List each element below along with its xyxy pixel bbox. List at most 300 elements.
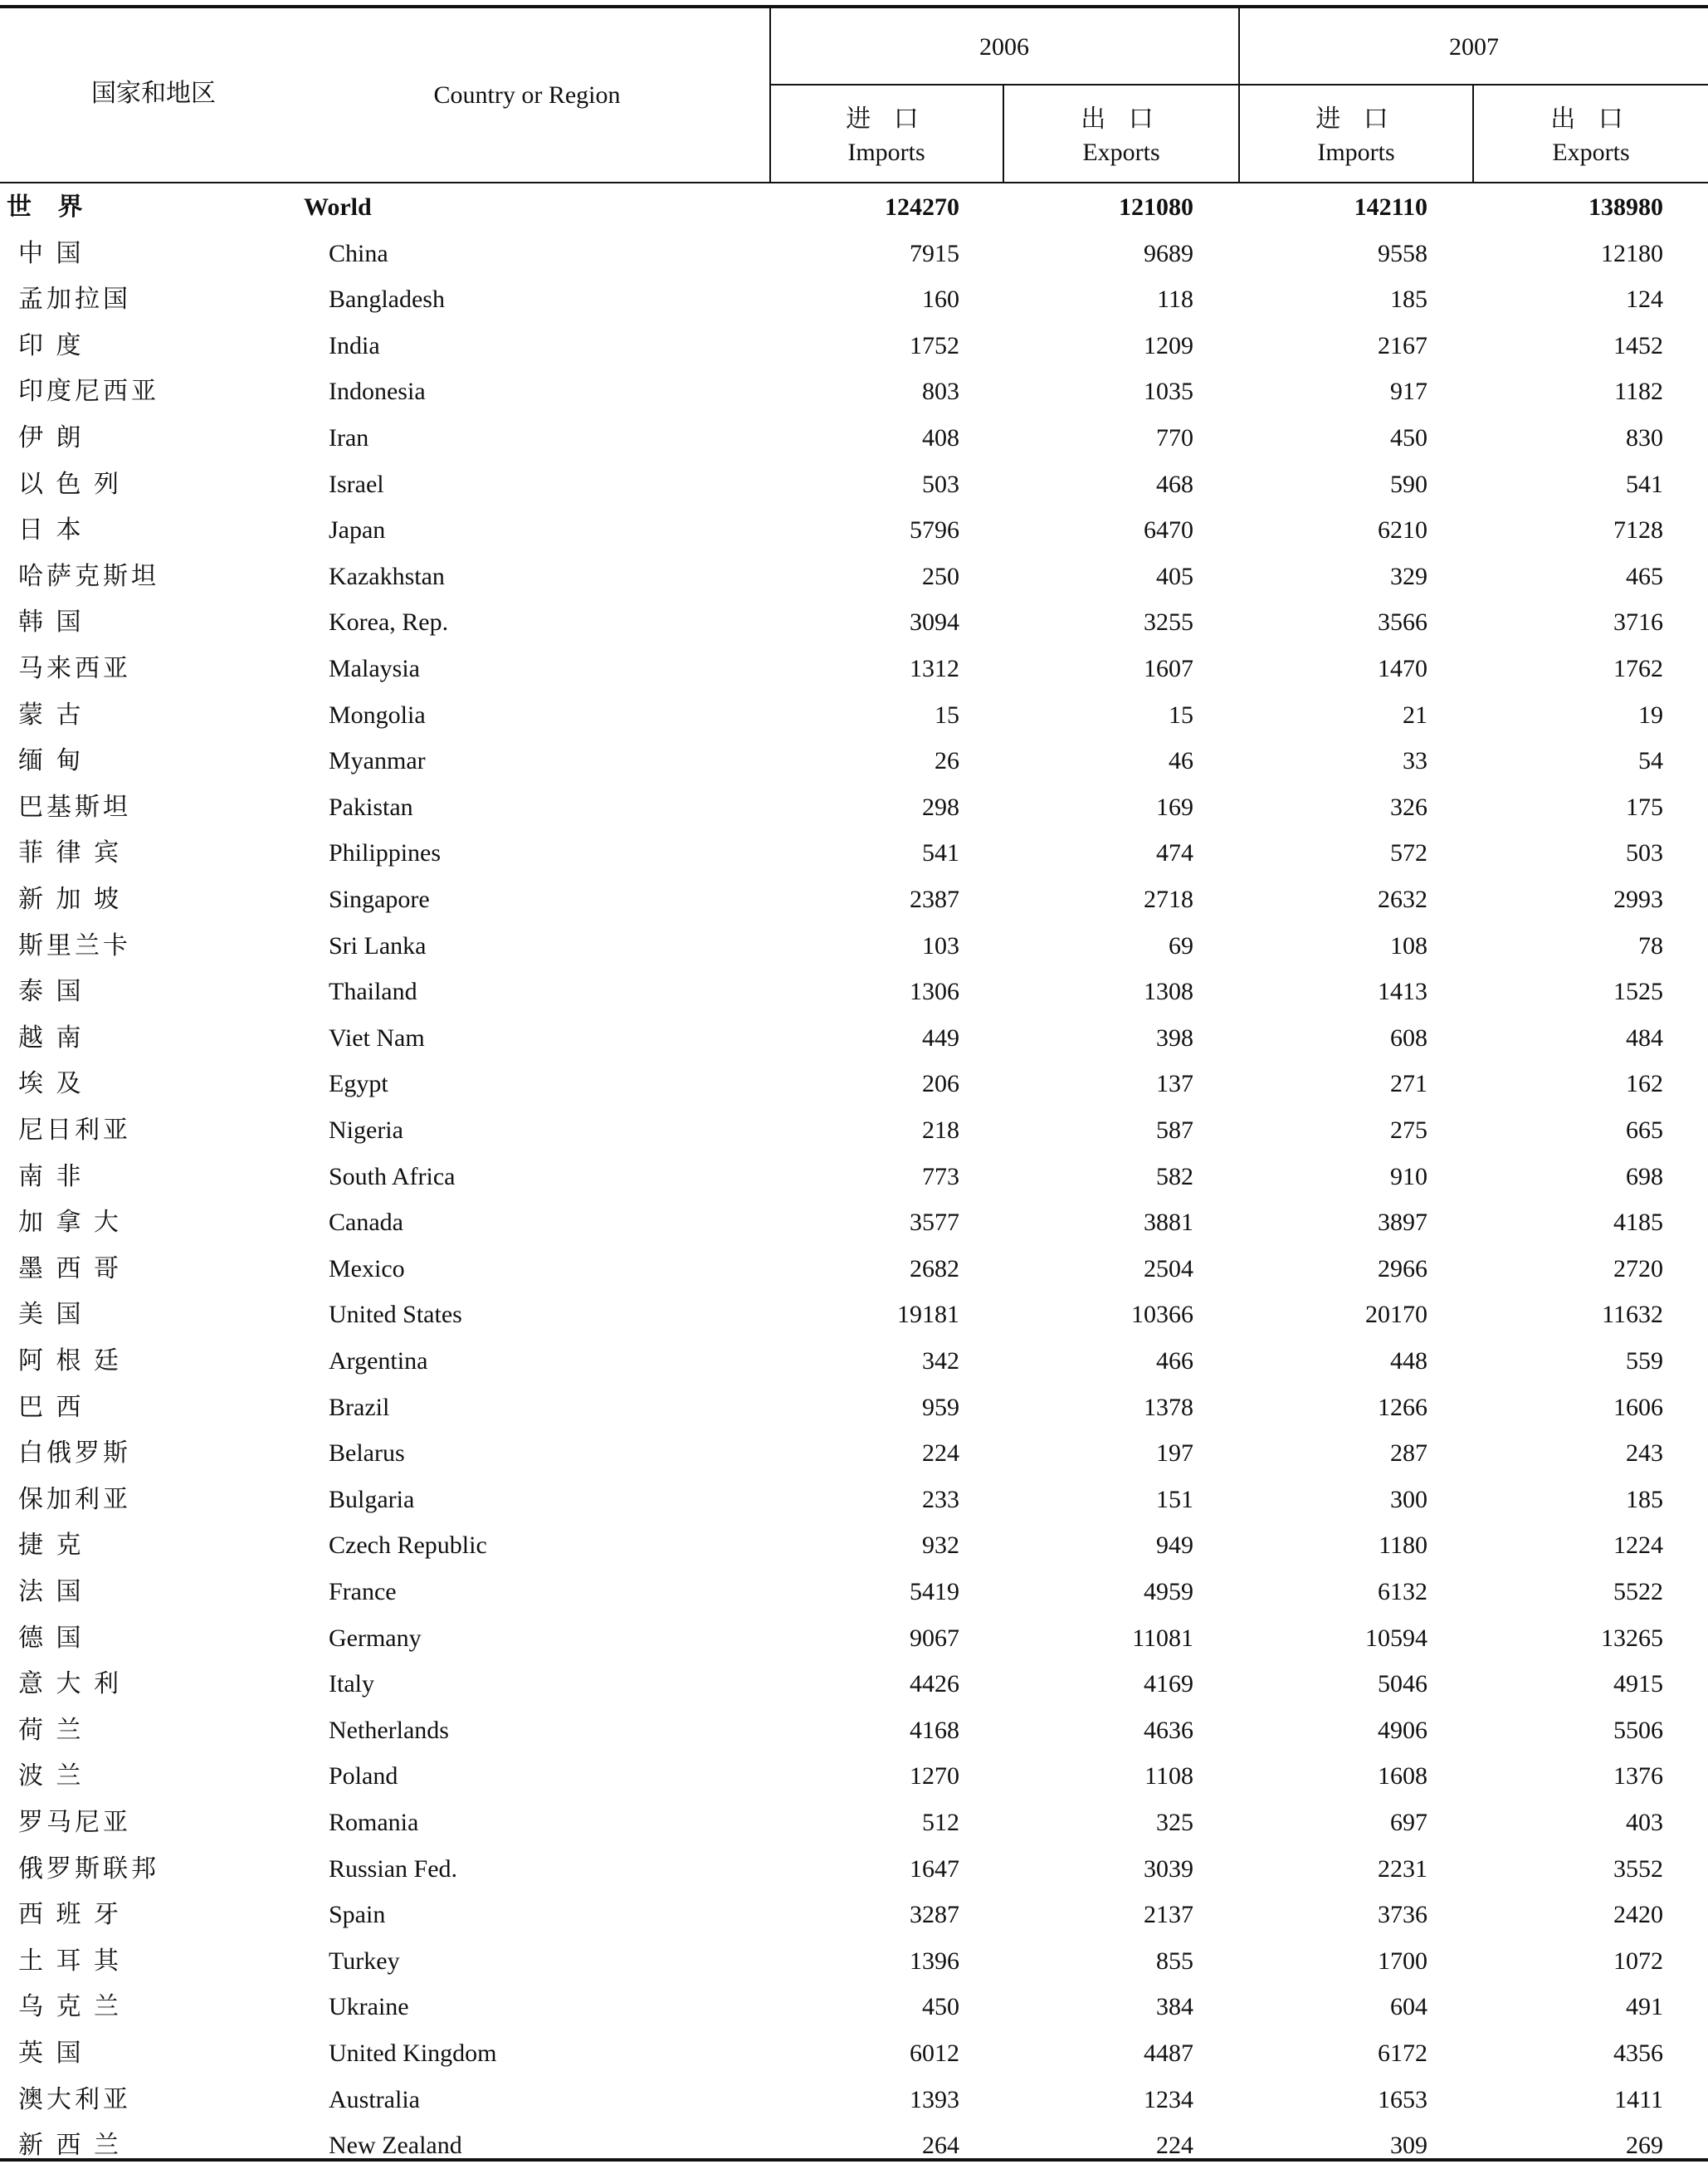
imports-2007-cell: 1266 — [1378, 1393, 1427, 1421]
imports-2007-cell: 4906 — [1378, 1716, 1427, 1744]
imports-2007-cell: 604 — [1390, 1993, 1427, 2021]
table-row — [0, 2077, 1708, 2123]
table-row — [0, 1199, 1708, 1246]
header-country-en: Country or Region — [433, 81, 621, 109]
country-cn-cell: 德 国 — [18, 1624, 85, 1652]
exports-2007-cell: 7128 — [1613, 516, 1663, 545]
imports-2006-cell: 26 — [935, 747, 959, 775]
exports-2006-cell: 9689 — [1144, 239, 1193, 267]
country-en-cell: Belarus — [329, 1439, 405, 1468]
exports-2007-cell: 3552 — [1613, 1854, 1663, 1883]
exports-2007-cell: 5506 — [1613, 1716, 1663, 1744]
exports-2007-cell: 54 — [1638, 747, 1663, 775]
imports-2007-cell: 108 — [1390, 931, 1427, 960]
table-row — [0, 1615, 1708, 1662]
imports-2006-cell: 19181 — [897, 1301, 959, 1329]
country-cn-cell: 俄罗斯联邦 — [18, 1854, 159, 1883]
exports-2006-cell: 121080 — [1119, 193, 1193, 221]
country-en-cell: Brazil — [329, 1393, 390, 1421]
imports-2007-cell: 1180 — [1379, 1531, 1427, 1560]
country-en-cell: Malaysia — [329, 655, 420, 682]
exports-2006-cell: 325 — [1156, 1809, 1193, 1836]
country-en-cell: Mongolia — [329, 701, 426, 729]
table-row — [0, 369, 1708, 415]
country-cn-cell: 墨 西 哥 — [18, 1254, 122, 1282]
country-cn-cell: 世 界 — [7, 193, 93, 221]
country-en-cell: Canada — [329, 1209, 403, 1237]
exports-2007-cell: 4185 — [1613, 1209, 1663, 1237]
country-cn-cell: 越 南 — [18, 1023, 85, 1052]
country-cn-cell: 泰 国 — [18, 978, 85, 1006]
country-cn-cell: 土 耳 其 — [18, 1947, 122, 1975]
table-row — [0, 231, 1708, 277]
country-en-cell: Viet Nam — [329, 1023, 425, 1052]
exports-2007-cell: 1762 — [1613, 655, 1663, 682]
exports-2007-cell: 2420 — [1613, 1901, 1663, 1929]
country-en-cell: Israel — [329, 470, 384, 498]
country-en-cell: Indonesia — [329, 378, 426, 406]
imports-2006-cell: 408 — [922, 424, 959, 452]
table-row — [0, 1892, 1708, 1938]
exports-2006-cell: 2718 — [1144, 886, 1193, 913]
exports-2006-cell: 398 — [1156, 1023, 1193, 1052]
imports-2007-cell: 2167 — [1378, 331, 1427, 359]
exports-2006-cell: 2504 — [1144, 1254, 1193, 1282]
exports-2007-cell: 243 — [1626, 1439, 1663, 1468]
imports-2007-cell: 271 — [1390, 1070, 1427, 1098]
country-cn-cell: 乌 克 兰 — [18, 1993, 122, 2021]
country-cn-cell: 西 班 牙 — [18, 1901, 122, 1929]
exports-2006-cell: 4169 — [1144, 1670, 1193, 1698]
table-row — [0, 1846, 1708, 1893]
country-cn-cell: 巴 西 — [18, 1393, 85, 1421]
imports-2007-cell: 329 — [1390, 562, 1427, 590]
imports-2006-cell: 6012 — [910, 2040, 959, 2067]
exports-cn-label: 出 口 — [1081, 105, 1162, 133]
exports-2006-cell: 474 — [1156, 839, 1193, 867]
exports-2006-cell: 15 — [1169, 701, 1193, 729]
imports-2006-cell: 4168 — [910, 1716, 959, 1744]
country-cn-cell: 阿 根 廷 — [18, 1347, 122, 1375]
imports-2006-cell: 264 — [922, 2132, 959, 2160]
imports-2006-cell: 1393 — [910, 2085, 959, 2113]
imports-2006-cell: 250 — [922, 562, 959, 590]
imports-2006-cell: 3577 — [910, 1209, 959, 1237]
exports-2006-cell: 137 — [1156, 1070, 1193, 1098]
imports-2007-cell: 2231 — [1378, 1854, 1427, 1883]
exports-2007-cell: 78 — [1638, 931, 1663, 960]
imports-2007-cell: 309 — [1390, 2132, 1427, 2160]
country-en-cell: Philippines — [329, 839, 442, 867]
imports-2006-cell: 959 — [922, 1393, 959, 1421]
exports-2007-cell: 1182 — [1614, 378, 1663, 406]
imports-2007-cell: 450 — [1390, 424, 1427, 452]
header-year-2007: 2007 — [1449, 33, 1499, 61]
country-cn-cell: 白俄罗斯 — [18, 1439, 131, 1468]
exports-2006-cell: 4636 — [1144, 1716, 1193, 1744]
country-en-cell: New Zealand — [329, 2132, 462, 2160]
exports-2007-cell: 4356 — [1613, 2040, 1663, 2067]
imports-2006-cell: 103 — [922, 931, 959, 960]
country-cn-cell: 美 国 — [18, 1301, 85, 1329]
table-row — [0, 1800, 1708, 1846]
exports-2007-cell: 5522 — [1613, 1578, 1663, 1605]
country-en-cell: Turkey — [329, 1947, 400, 1975]
imports-2006-cell: 1752 — [910, 331, 959, 359]
imports-2006-cell: 2387 — [910, 886, 959, 913]
country-cn-cell: 蒙 古 — [18, 701, 85, 729]
exports-2007-cell: 2993 — [1613, 886, 1663, 913]
table-row — [0, 646, 1708, 692]
imports-2007-cell: 1653 — [1378, 2085, 1427, 2113]
country-en-cell: Korea, Rep. — [329, 608, 449, 637]
exports-2007-cell: 1072 — [1613, 1947, 1663, 1975]
exports-2007-cell: 3716 — [1613, 608, 1663, 637]
header-imports-2007 — [1240, 103, 1472, 169]
exports-2006-cell: 582 — [1156, 1162, 1193, 1190]
country-cn-cell: 缅 甸 — [18, 747, 85, 775]
table-row — [0, 554, 1708, 600]
imports-2007-cell: 287 — [1390, 1439, 1427, 1468]
exports-en-label: Exports — [1082, 139, 1160, 166]
table-row — [0, 1522, 1708, 1569]
country-cn-cell: 伊 朗 — [18, 424, 85, 452]
country-en-cell: India — [329, 331, 380, 359]
imports-2006-cell: 1270 — [910, 1762, 959, 1790]
country-en-cell: Kazakhstan — [329, 562, 445, 590]
country-en-cell: Spain — [329, 1901, 386, 1929]
exports-2007-cell: 1606 — [1613, 1393, 1663, 1421]
imports-2006-cell: 512 — [922, 1809, 959, 1836]
imports-2006-cell: 4426 — [910, 1670, 959, 1698]
country-cn-cell: 澳大利亚 — [18, 2085, 131, 2113]
exports-2006-cell: 770 — [1156, 424, 1193, 452]
country-en-cell: Egypt — [329, 1070, 388, 1098]
table-row — [0, 1430, 1708, 1477]
country-cn-cell: 保加利亚 — [18, 1485, 131, 1513]
country-cn-cell: 加 拿 大 — [18, 1209, 122, 1237]
imports-2007-cell: 590 — [1390, 470, 1427, 498]
table-row — [0, 1246, 1708, 1292]
country-cn-cell: 英 国 — [18, 2040, 85, 2067]
imports-2006-cell: 9067 — [910, 1624, 959, 1652]
table-row — [0, 2030, 1708, 2077]
country-en-cell: Bulgaria — [329, 1485, 415, 1513]
table-row — [0, 830, 1708, 877]
exports-2006-cell: 151 — [1156, 1485, 1193, 1513]
table-row-world — [0, 184, 1708, 231]
exports-2006-cell: 4959 — [1144, 1578, 1193, 1605]
country-en-cell: Pakistan — [329, 793, 413, 821]
table-row — [0, 1753, 1708, 1800]
table-row — [0, 1061, 1708, 1107]
exports-2006-cell: 3039 — [1144, 1854, 1193, 1883]
table-row — [0, 462, 1708, 508]
country-cn-cell: 荷 兰 — [18, 1716, 85, 1744]
header-exports-2006 — [1004, 103, 1238, 169]
table-row — [0, 1984, 1708, 2030]
exports-2006-cell: 1607 — [1144, 655, 1193, 682]
table-row — [0, 1338, 1708, 1385]
imports-2006-cell: 3287 — [910, 1901, 959, 1929]
exports-2007-cell: 541 — [1626, 470, 1663, 498]
country-cn-cell: 以 色 列 — [18, 470, 122, 498]
imports-2006-cell: 932 — [922, 1531, 959, 1560]
exports-2007-cell: 11632 — [1602, 1301, 1663, 1329]
country-en-cell: South Africa — [329, 1162, 456, 1190]
imports-2006-cell: 1396 — [910, 1947, 959, 1975]
exports-en-label: Exports — [1552, 139, 1630, 166]
exports-2007-cell: 124 — [1626, 286, 1663, 314]
country-cn-cell: 菲 律 宾 — [18, 839, 122, 867]
exports-2006-cell: 405 — [1156, 562, 1193, 590]
exports-2007-cell: 175 — [1626, 793, 1663, 821]
country-cn-cell: 斯里兰卡 — [18, 931, 131, 960]
table-row — [0, 1107, 1708, 1154]
table-row — [0, 1707, 1708, 1754]
country-cn-cell: 马来西亚 — [18, 655, 131, 682]
exports-2007-cell: 1452 — [1613, 331, 1663, 359]
exports-2006-cell: 224 — [1156, 2132, 1193, 2160]
imports-2006-cell: 15 — [935, 701, 959, 729]
country-en-cell: Czech Republic — [329, 1531, 487, 1560]
country-en-cell: Iran — [329, 424, 369, 452]
table-row — [0, 415, 1708, 462]
country-cn-cell: 中 国 — [18, 239, 85, 267]
table-row — [0, 738, 1708, 784]
country-cn-cell: 日 本 — [18, 516, 85, 545]
country-en-cell: Romania — [329, 1809, 419, 1836]
imports-2007-cell: 142110 — [1354, 193, 1427, 221]
header-year-2006: 2006 — [979, 33, 1029, 61]
exports-2007-cell: 698 — [1626, 1162, 1663, 1190]
exports-2007-cell: 1411 — [1614, 2085, 1663, 2113]
country-en-cell: Germany — [329, 1624, 422, 1652]
table-row — [0, 692, 1708, 739]
imports-2006-cell: 2682 — [910, 1254, 959, 1282]
exports-2006-cell: 197 — [1156, 1439, 1193, 1468]
country-en-cell: Ukraine — [329, 1993, 409, 2021]
imports-2007-cell: 185 — [1390, 286, 1427, 314]
imports-2007-cell: 6210 — [1378, 516, 1427, 545]
table-row — [0, 599, 1708, 646]
imports-2007-cell: 3736 — [1378, 1901, 1427, 1929]
imports-2007-cell: 33 — [1403, 747, 1427, 775]
imports-2007-cell: 5046 — [1378, 1670, 1427, 1698]
country-en-cell: Thailand — [329, 978, 417, 1006]
table-row — [0, 1015, 1708, 1062]
country-cn-cell: 印度尼西亚 — [18, 378, 159, 406]
country-cn-cell: 巴基斯坦 — [18, 793, 131, 821]
country-en-cell: Russian Fed. — [329, 1854, 458, 1883]
country-cn-cell: 新 西 兰 — [18, 2132, 122, 2160]
imports-2007-cell: 10594 — [1365, 1624, 1427, 1652]
table-row — [0, 877, 1708, 923]
table-row — [0, 1154, 1708, 1200]
header-rule — [0, 182, 1708, 183]
country-en-cell: Australia — [329, 2085, 420, 2113]
exports-2007-cell: 269 — [1626, 2132, 1663, 2160]
header-country-cn: 国家和地区 — [91, 80, 216, 107]
country-en-cell: Bangladesh — [329, 286, 445, 314]
imports-2006-cell: 1647 — [910, 1854, 959, 1883]
imports-2007-cell: 3566 — [1378, 608, 1427, 637]
imports-2007-cell: 1700 — [1378, 1947, 1427, 1975]
imports-2006-cell: 124270 — [885, 193, 959, 221]
imports-2006-cell: 206 — [922, 1070, 959, 1098]
table-row — [0, 969, 1708, 1015]
imports-2007-cell: 448 — [1390, 1347, 1427, 1375]
imports-2006-cell: 1306 — [910, 978, 959, 1006]
exports-2006-cell: 1108 — [1144, 1762, 1193, 1790]
imports-2007-cell: 300 — [1390, 1485, 1427, 1513]
exports-2007-cell: 491 — [1626, 1993, 1663, 2021]
country-cn-cell: 尼日利亚 — [18, 1116, 131, 1144]
exports-cn-label: 出 口 — [1550, 105, 1632, 133]
imports-en-label: Imports — [847, 139, 925, 166]
exports-2007-cell: 559 — [1626, 1347, 1663, 1375]
exports-2006-cell: 1035 — [1144, 378, 1193, 406]
imports-2007-cell: 572 — [1390, 839, 1427, 867]
imports-2006-cell: 233 — [922, 1485, 959, 1513]
table-row — [0, 2123, 1708, 2169]
imports-2006-cell: 5419 — [910, 1578, 959, 1605]
country-en-cell: Sri Lanka — [329, 931, 427, 960]
country-en-cell: China — [329, 239, 388, 267]
country-cn-cell: 南 非 — [18, 1162, 85, 1190]
exports-2006-cell: 69 — [1169, 931, 1193, 960]
country-en-cell: Mexico — [329, 1254, 405, 1282]
country-cn-cell: 法 国 — [18, 1578, 85, 1605]
exports-2007-cell: 1224 — [1613, 1531, 1663, 1560]
imports-2007-cell: 9558 — [1378, 239, 1427, 267]
exports-2007-cell: 12180 — [1601, 239, 1663, 267]
country-cn-cell: 孟加拉国 — [18, 286, 131, 314]
country-cn-cell: 埃 及 — [18, 1070, 85, 1098]
country-en-cell: Argentina — [329, 1347, 428, 1375]
header-imports-2006 — [770, 103, 1003, 169]
country-cn-cell: 印 度 — [18, 331, 85, 359]
imports-2007-cell: 2966 — [1378, 1254, 1427, 1282]
imports-2006-cell: 7915 — [910, 239, 959, 267]
exports-2007-cell: 138980 — [1588, 193, 1663, 221]
exports-2007-cell: 403 — [1626, 1809, 1663, 1836]
imports-2007-cell: 21 — [1403, 701, 1427, 729]
table-row — [0, 276, 1708, 323]
exports-2007-cell: 2720 — [1613, 1254, 1663, 1282]
country-cn-cell: 哈萨克斯坦 — [18, 562, 159, 590]
exports-2006-cell: 468 — [1156, 470, 1193, 498]
table-row — [0, 507, 1708, 554]
imports-2006-cell: 449 — [922, 1023, 959, 1052]
exports-2006-cell: 1234 — [1144, 2085, 1193, 2113]
country-en-cell: Myanmar — [329, 747, 426, 775]
table-row — [0, 1292, 1708, 1338]
country-en-cell: Singapore — [329, 886, 430, 913]
country-en-cell: World — [304, 193, 372, 221]
imports-2007-cell: 6132 — [1378, 1578, 1427, 1605]
table-row — [0, 323, 1708, 369]
country-cn-cell: 新 加 坡 — [18, 886, 122, 913]
imports-2006-cell: 803 — [922, 378, 959, 406]
imports-2007-cell: 6172 — [1378, 2040, 1427, 2067]
imports-2007-cell: 3897 — [1378, 1209, 1427, 1237]
exports-2006-cell: 46 — [1169, 747, 1193, 775]
country-en-cell: Netherlands — [329, 1716, 449, 1744]
imports-2006-cell: 160 — [922, 286, 959, 314]
exports-2006-cell: 4487 — [1144, 2040, 1193, 2067]
exports-2006-cell: 1378 — [1144, 1393, 1193, 1421]
imports-cn-label: 进 口 — [846, 105, 927, 133]
imports-2007-cell: 917 — [1390, 378, 1427, 406]
exports-2007-cell: 1525 — [1613, 978, 1663, 1006]
exports-2007-cell: 484 — [1626, 1023, 1663, 1052]
imports-2006-cell: 5796 — [910, 516, 959, 545]
table-row — [0, 784, 1708, 831]
country-en-cell: United States — [329, 1301, 462, 1329]
country-en-cell: Japan — [329, 516, 386, 545]
imports-2006-cell: 298 — [922, 793, 959, 821]
exports-2006-cell: 6470 — [1144, 516, 1193, 545]
imports-2006-cell: 342 — [922, 1347, 959, 1375]
imports-2007-cell: 697 — [1390, 1809, 1427, 1836]
exports-2007-cell: 665 — [1626, 1116, 1663, 1144]
exports-2006-cell: 169 — [1156, 793, 1193, 821]
exports-2006-cell: 3881 — [1144, 1209, 1193, 1237]
imports-2007-cell: 1608 — [1378, 1762, 1427, 1790]
table-row — [0, 1385, 1708, 1431]
exports-2007-cell: 185 — [1626, 1485, 1663, 1513]
imports-2006-cell: 503 — [922, 470, 959, 498]
exports-2007-cell: 830 — [1626, 424, 1663, 452]
exports-2006-cell: 118 — [1157, 286, 1193, 314]
country-cn-cell: 意 大 利 — [18, 1670, 122, 1698]
exports-2007-cell: 4915 — [1613, 1670, 1663, 1698]
top-rule — [0, 5, 1708, 8]
imports-2007-cell: 608 — [1390, 1023, 1427, 1052]
header-exports-2007 — [1474, 103, 1708, 169]
exports-2007-cell: 465 — [1626, 562, 1663, 590]
exports-2006-cell: 855 — [1156, 1947, 1193, 1975]
country-cn-cell: 韩 国 — [18, 608, 85, 637]
table-row — [0, 1938, 1708, 1985]
imports-2006-cell: 1312 — [910, 655, 959, 682]
exports-2007-cell: 162 — [1626, 1070, 1663, 1098]
country-en-cell: United Kingdom — [329, 2040, 497, 2067]
exports-2006-cell: 11081 — [1132, 1624, 1193, 1652]
imports-2007-cell: 910 — [1390, 1162, 1427, 1190]
country-en-cell: Nigeria — [329, 1116, 403, 1144]
exports-2006-cell: 384 — [1156, 1993, 1193, 2021]
exports-2006-cell: 949 — [1156, 1531, 1193, 1560]
exports-2007-cell: 19 — [1638, 701, 1663, 729]
exports-2006-cell: 2137 — [1144, 1901, 1193, 1929]
imports-2007-cell: 326 — [1390, 793, 1427, 821]
imports-2006-cell: 541 — [922, 839, 959, 867]
table-row — [0, 1661, 1708, 1707]
country-cn-cell: 捷 克 — [18, 1531, 85, 1560]
imports-2007-cell: 2632 — [1378, 886, 1427, 913]
exports-2006-cell: 1308 — [1144, 978, 1193, 1006]
imports-2007-cell: 20170 — [1365, 1301, 1427, 1329]
exports-2006-cell: 10366 — [1131, 1301, 1193, 1329]
exports-2006-cell: 3255 — [1144, 608, 1193, 637]
exports-2007-cell: 13265 — [1601, 1624, 1663, 1652]
imports-2007-cell: 1413 — [1378, 978, 1427, 1006]
table-row — [0, 1569, 1708, 1615]
country-en-cell: Poland — [329, 1762, 398, 1790]
imports-2006-cell: 450 — [922, 1993, 959, 2021]
